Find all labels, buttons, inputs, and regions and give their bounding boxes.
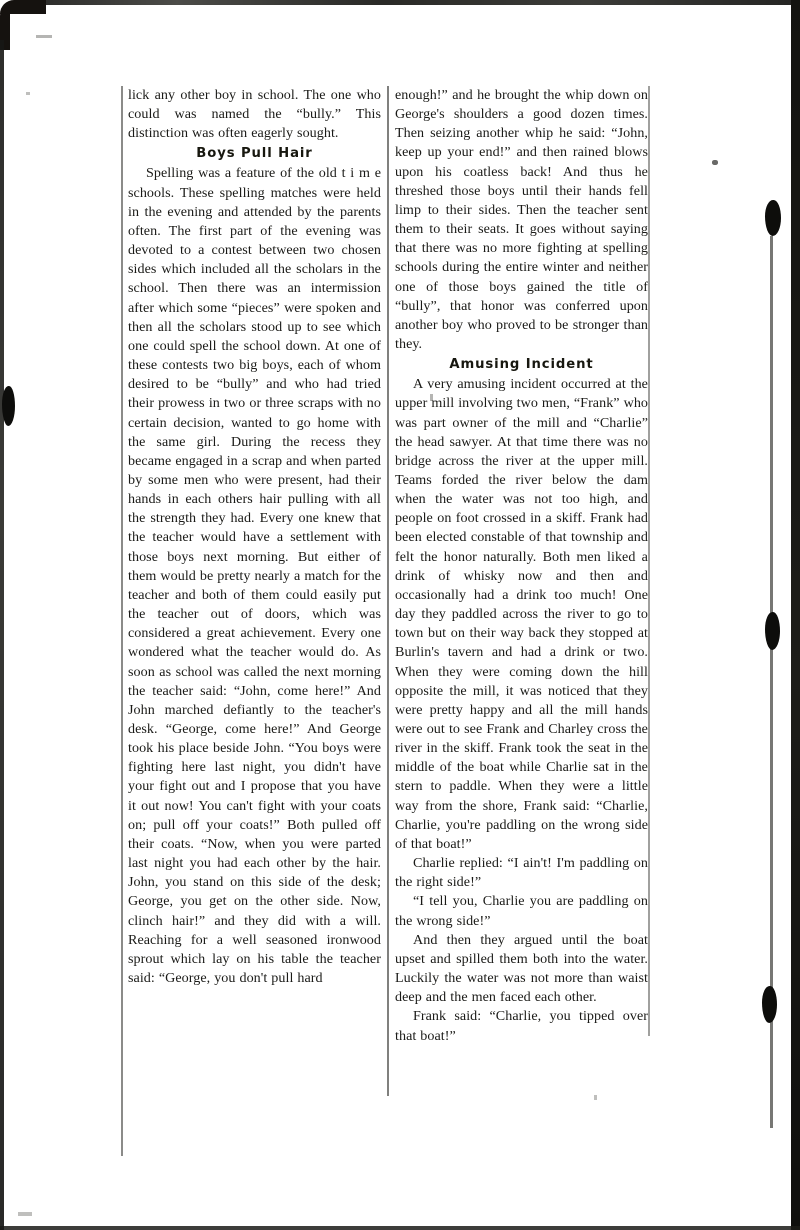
section-heading-boys-pull-hair: Boys Pull Hair [196, 146, 313, 162]
scan-edge-left-rail [0, 40, 4, 1230]
scan-speck [36, 35, 52, 38]
paragraph: Charlie replied: “I ain't! I'm paddling on the right side!” [395, 855, 648, 891]
scan-blob-right-middle [765, 612, 780, 650]
scan-speck [26, 92, 30, 95]
paragraph: enough!” and he brought the whip down on George's shoulders a good dozen times. Then seizing another whip he said: “John, keep up your end!” and then rained blows upon his coatless back! And thus he threshed those boys until their hands fell limp to their sides. Then the teacher sent them to their seats. It goes without saying that there was no more fighting at spelling schools during the entire winter and neither one of those boys gained the title of “bully”, that honor was conferred upon another boy who proved to be stronger than they. [395, 87, 648, 353]
scan-speck [594, 1095, 597, 1100]
article-columns [128, 86, 664, 1046]
scan-edge-right-rail [791, 0, 800, 1230]
paragraph: Spelling was a feature of the old t i m e schools. These spelling matches were held in the evening and attended by the parents often. The first part of the evening was devoted to a contest between two chosen sides which included all the scholars in the school. Then there was an intermission after which some “pieces” were spoken and then all the scholars stood up to see which one could spell the school down. At one of these contests two big boys, each of whom desired to be “bully” and who had tried their prowess in two or three scraps with no certain decision, wanted to go home with the same girl. During the recess they became engaged in a scrap and when parted by some men who were present, had their hands in each others hair pulling with all the strength they had. Every one knew that the teacher would have a settlement with those boys next morning. But either of them would be pretty nearly a match for the teacher and both of them could easily put the teacher out of doors, which was considered a great achievement. Every one wondered what the teacher would do. As soon as school was called the next morning the teacher said: “John, come here!” And John marched defiantly to the teacher's desk. “George, come here!” And George took his place beside John. “You boys were fighting here last night, you didn't have your fight out and I propose that you have it out now! You can't fight with your coats on; pull off your coats!” Both pulled off their coats. “Now, when you were parted last night you had each other by the hair. John, you stand on this side of the desk; George, you get on the other side. Now, clinch hair!” and they did with a will. Reaching for a well seasoned ironwood sprout which lay on his table the teacher said: “George, you don't pull hard [128, 165, 381, 987]
scan-blob-right-lower [762, 986, 777, 1023]
scan-edge-bottom-rail [0, 1226, 800, 1230]
scan-edge-top-strip [40, 0, 800, 5]
scan-blob-right-upper [765, 200, 781, 236]
paragraph: lick any other boy in school. The one who could was named the “bully.” This distinction was often eagerly sought. [128, 87, 381, 142]
scan-speck [712, 160, 718, 165]
column-rule-left [121, 86, 123, 1156]
paragraph: A very amusing incident occurred at the upper mill involving two men, “Frank” who was part owner of the mill and “Charlie” the head sawyer. At that time there was no bridge across the river at the upper mill. Teams forded the river below the dam when the water was not too high, and people on foot crossed in a skiff. Frank had been elected constable of that township and felt the honor naturally. Both men liked a drink of whisky now and then and occasionally had a drink too much! One day they paddled across the river to go to town but on their way back they stopped at Burlin's tavern and had a drink or two. When they were coming down the hill opposite the mill, it was noticed that they were pretty happy and all the mill hands were out to see Frank and Charley cross the river in the skiff. Frank took the seat in the middle of the boat while Charlie sat in the stern to paddle. When they were a little way from the shore, Frank said: “Charlie, Charlie, you're paddling on the wrong side of that boat!” [395, 376, 649, 852]
column-rule-right [648, 86, 650, 1036]
paragraph: “I tell you, Charlie you are paddling on the wrong side!” [395, 893, 648, 929]
scan-blob-left [2, 386, 15, 426]
left-column [128, 86, 381, 1046]
section-heading-amusing-incident: Amusing Incident [449, 357, 594, 373]
right-column [395, 86, 648, 1046]
paragraph: And then they argued until the boat upset and spilled them both into the water. Luckily the water was not more than waist deep and the men faced each other. [395, 931, 648, 1006]
scan-speck [18, 1212, 32, 1216]
paragraph: Frank said: “Charlie, you tipped over that boat!” [395, 1008, 648, 1044]
column-rule-middle [387, 86, 389, 1096]
